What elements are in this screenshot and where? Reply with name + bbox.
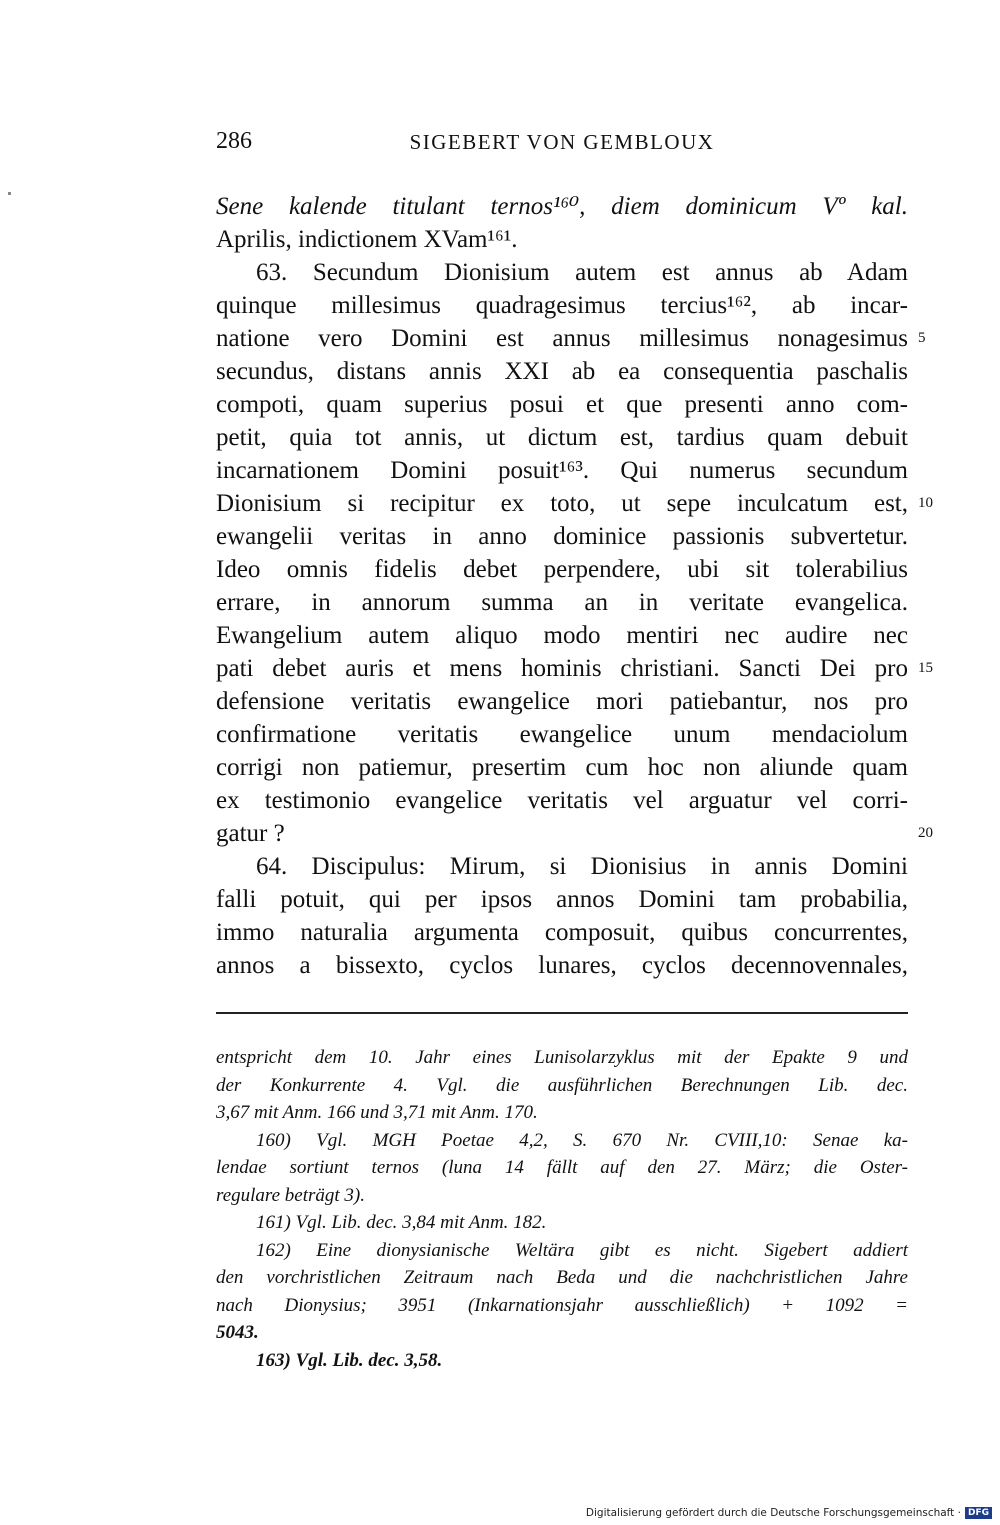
line-text: Sene kalende titulant ternos¹⁶⁰, diem dominicum Vº kal.	[216, 193, 908, 220]
text-line	[216, 883, 908, 916]
text-line	[216, 553, 908, 586]
line-text: Ewangelium autem aliquo modo mentiri nec audire nec	[216, 622, 908, 649]
line-text: ewangelii veritas in anno dominice passionis subvertetur.	[216, 523, 908, 550]
line-text: compoti, quam superius posui et que presenti anno com-	[216, 391, 908, 418]
page-header	[216, 128, 908, 164]
footnote-line: 161) Vgl. Lib. dec. 3,84 mit Anm. 182.	[256, 1212, 547, 1233]
footnote-line: 162) Eine dionysianische Weltära gibt es nicht. Sigebert addiert	[256, 1239, 908, 1261]
text-line	[216, 619, 908, 652]
text-line	[216, 487, 933, 520]
footnote-line: der Konkurrente 4. Vgl. die ausführlichen Berechnungen Lib. dec.	[216, 1074, 908, 1096]
main-text	[216, 190, 933, 982]
footnote-line: regulare beträgt 3).	[216, 1184, 365, 1206]
line-text: pati debet auris et mens hominis christiani. Sancti Dei pro	[216, 655, 908, 682]
line-text: Dionisium si recipitur ex toto, ut sepe inculcatum est,	[216, 490, 908, 517]
line-text: confirmatione veritatis ewangelice unum mendaciolum	[216, 721, 908, 748]
line-number: 10	[918, 495, 933, 511]
text-line	[216, 190, 908, 223]
text-line	[216, 586, 908, 619]
line-text: errare, in annorum summa an in veritate evangelica.	[216, 589, 908, 616]
text-line	[216, 289, 908, 322]
line-text: secundus, distans annis XXI ab ea consequentia paschalis	[216, 358, 908, 385]
text-line	[216, 652, 933, 685]
line-text: ex testimonio evangelice veritatis vel arguatur vel corri-	[216, 787, 908, 814]
dfg-logo: DFG	[965, 1507, 992, 1519]
text-line	[216, 685, 908, 718]
text-line	[216, 388, 908, 421]
footnote-line: 163) Vgl. Lib. dec. 3,58.	[256, 1349, 443, 1371]
line-text: quinque millesimus quadragesimus tercius¹⁶², ab incar-	[216, 292, 908, 319]
line-number: 5	[918, 330, 926, 346]
text-line	[216, 520, 908, 553]
footnote-line: 160) Vgl. MGH Poetae 4,2, S. 670 Nr. CVIII,10: Senae ka-	[256, 1129, 908, 1151]
text-line	[216, 850, 908, 883]
line-text: incarnationem Domini posuit¹⁶³. Qui numerus secundum	[216, 457, 908, 484]
line-text: corrigi non patiemur, presertim cum hoc non aliunde quam	[216, 754, 908, 781]
footnote-line: 3,67 mit Anm. 166 und 3,71 mit Anm. 170.	[216, 1102, 538, 1123]
line-text: Ideo omnis fidelis debet perpendere, ubi sit tolerabilius	[216, 556, 908, 583]
scan-speck	[8, 192, 11, 195]
line-text: natione vero Domini est annus millesimus nonagesimus	[216, 325, 908, 352]
text-line	[216, 949, 908, 982]
line-text: 64. Discipulus: Mirum, si Dionisius in annis Domini	[256, 853, 908, 880]
line-text: immo naturalia argumenta composuit, quibus concurrentes,	[216, 919, 908, 946]
text-line	[216, 322, 926, 355]
page-number: 286	[216, 128, 252, 154]
text-line	[216, 817, 933, 850]
line-text: petit, quia tot annis, ut dictum est, tardius quam debuit	[216, 424, 908, 451]
text-line	[216, 751, 908, 784]
footnote-separator	[216, 1012, 908, 1014]
text-line	[216, 718, 908, 751]
digitization-footer	[586, 1507, 992, 1519]
footnotes	[216, 1044, 908, 1374]
line-number: 15	[918, 660, 933, 676]
line-number: 20	[918, 825, 933, 841]
line-text: defensione veritatis ewangelice mori patiebantur, nos pro	[216, 688, 908, 715]
footnote-line: entspricht dem 10. Jahr eines Lunisolarzyklus mit der Epakte 9 und	[216, 1047, 908, 1068]
line-text: Aprilis, indictionem XVam¹⁶¹.	[216, 226, 518, 253]
text-line	[216, 916, 908, 949]
footnote-line: lendae sortiunt ternos (luna 14 fällt auf den 27. März; die Oster-	[216, 1157, 908, 1178]
line-text: annos a bissexto, cyclos lunares, cyclos decennovennales,	[216, 952, 908, 979]
text-line	[216, 223, 908, 256]
footnote-line: nach Dionysius; 3951 (Inkarnationsjahr ausschließlich) + 1092 =	[216, 1294, 908, 1316]
footer-text: Digitalisierung gefördert durch die Deutsche Forschungsgemeinschaft ·	[585, 1507, 961, 1519]
running-title: SIGEBERT VON GEMBLOUX	[409, 130, 715, 154]
line-text: gatur ?	[216, 820, 285, 847]
text-line	[216, 454, 908, 487]
footnote-line: den vorchristlichen Zeitraum nach Beda und die nachchristlichen Jahre	[216, 1267, 908, 1288]
footnote-line: 5043.	[216, 1322, 259, 1343]
text-line	[216, 256, 908, 289]
line-text: falli potuit, qui per ipsos annos Domini tam probabilia,	[216, 886, 908, 913]
text-line	[216, 355, 908, 388]
text-line	[216, 784, 908, 817]
line-text: 63. Secundum Dionisium autem est annus ab Adam	[256, 259, 908, 286]
text-line	[216, 421, 908, 454]
